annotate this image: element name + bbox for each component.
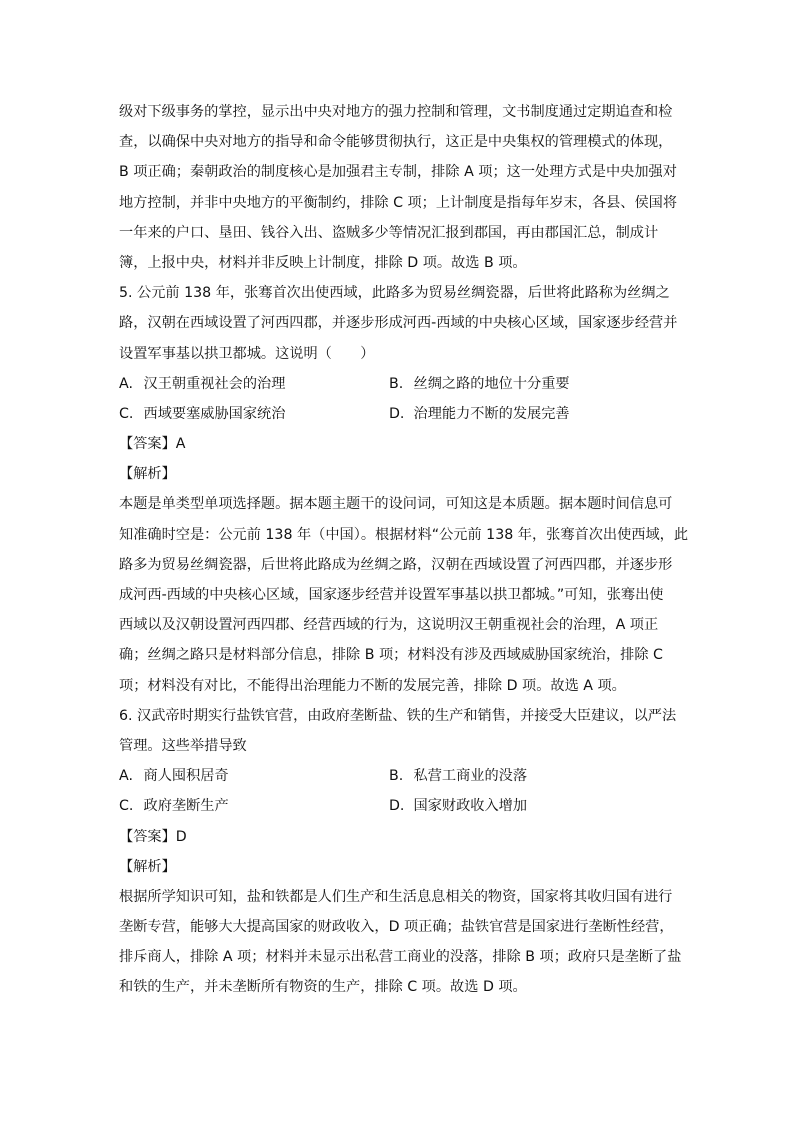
text-line: 级对下级事务的掌控，显示出中央对地方的强力控制和管理，文书制度通过定期追查和检: [119, 104, 673, 120]
option-b: B. 私营工商业的没落: [389, 768, 528, 785]
analysis-line: 项；材料没有对比，不能得出治理能力不断的发展完善，排除 D 项。故选 A 项。: [119, 677, 626, 694]
question-stem-line: 管理。这些举措导致: [119, 737, 247, 754]
options-row: [119, 761, 659, 791]
question-stem-line: 路，汉朝在西域设置了河西四郡，并逐步形成河西-西域的中央核心区域，国家逐步经营并: [119, 315, 678, 332]
analysis-line: 确；丝绸之路只是材料部分信息，排除 B 项；材料没有涉及西域威胁国家统治，排除 C: [119, 647, 663, 664]
analysis-line: 排斥商人，排除 A 项；材料并未显示出私营工商业的没落，排除 B 项；政府只是垄断了盐: [119, 949, 682, 966]
analysis-label: 【解析】: [119, 466, 176, 483]
option-c: C. 政府垄断生产: [119, 798, 229, 815]
text-line: 查，以确保中央对地方的指导和命令能够贯彻执行，这正是中央集权的管理模式的体现，: [119, 134, 673, 151]
question-stem-line: 6. 汉武帝时期实行盐铁官营，由政府垄断盐、铁的生产和销售，并接受大臣建议，以严法: [119, 707, 677, 724]
option-a: A. 汉王朝重视社会的治理: [119, 375, 286, 392]
analysis-line: 知准确时空是：公元前 138 年（中国）。根据材料“公元前 138 年，张骞首次出使西域，此: [119, 526, 689, 543]
options-row: [119, 399, 659, 429]
text-line: B 项正确；秦朝政治的制度核心是加强君主专制，排除 A 项；这一处理方式是中央加强对: [119, 164, 677, 181]
analysis-line: 本题是单类型单项选择题。据本题主题干的设问词，可知这是本质题。据本题时间信息可: [119, 496, 673, 513]
answer-label: 【答案】A: [119, 436, 186, 453]
document-page: [119, 97, 689, 1003]
option-b: B. 丝绸之路的地位十分重要: [389, 375, 570, 392]
analysis-line: 路多为贸易丝绸瓷器，后世将此路成为丝绸之路，汉朝在西域设置了河西四郡，并逐步形: [119, 556, 673, 573]
analysis-line: 垄断专营，能够大大提高国家的财政收入，D 项正确；盐铁官营是国家进行垄断性经营，: [119, 919, 674, 936]
previous-analysis-continued: [119, 97, 678, 278]
analysis-line: 根据所学知识可知，盐和铁都是人们生产和生活息息相关的物资，国家将其收归国有进行: [119, 888, 673, 905]
option-d: D. 国家财政收入增加: [389, 798, 528, 815]
option-a: A. 商人囤积居奇: [119, 768, 229, 785]
options-row: [119, 369, 659, 399]
question-stem-line: 5. 公元前 138 年，张骞首次出使西域，此路多为贸易丝绸瓷器，后世将此路称为丝绸之: [119, 285, 670, 302]
analysis-label: 【解析】: [119, 858, 176, 875]
question-stem-line: 设置军事基以拱卫都城。这说明（ ）: [119, 345, 375, 362]
option-c: C. 西域要塞威胁国家统治: [119, 405, 286, 422]
question-6: [119, 701, 682, 1003]
text-line: 一年来的户口、垦田、钱谷入出、盗贼多少等情况汇报到郡国，再由郡国汇总，制成计: [119, 224, 659, 241]
question-5: [119, 278, 689, 701]
options-row: [119, 791, 659, 821]
analysis-line: 西域以及汉朝设置河西四郡、经营西域的行为，这说明汉王朝重视社会的治理，A 项正: [119, 617, 659, 634]
text-line: 地方控制，并非中央地方的平衡制约，排除 C 项；上计制度是指每年岁末，各县、侯国将: [119, 194, 678, 211]
analysis-line: 成河西-西域的中央核心区域，国家逐步经营并设置军事基以拱卫都城。”可知，张骞出使: [119, 587, 664, 603]
analysis-line: 和铁的生产，并未垄断所有物资的生产，排除 C 项。故选 D 项。: [119, 979, 527, 996]
text-line: 簿，上报中央，材料并非反映上计制度，排除 D 项。故选 B 项。: [119, 254, 527, 271]
answer-label: 【答案】D: [119, 828, 187, 845]
option-d: D. 治理能力不断的发展完善: [389, 405, 570, 422]
